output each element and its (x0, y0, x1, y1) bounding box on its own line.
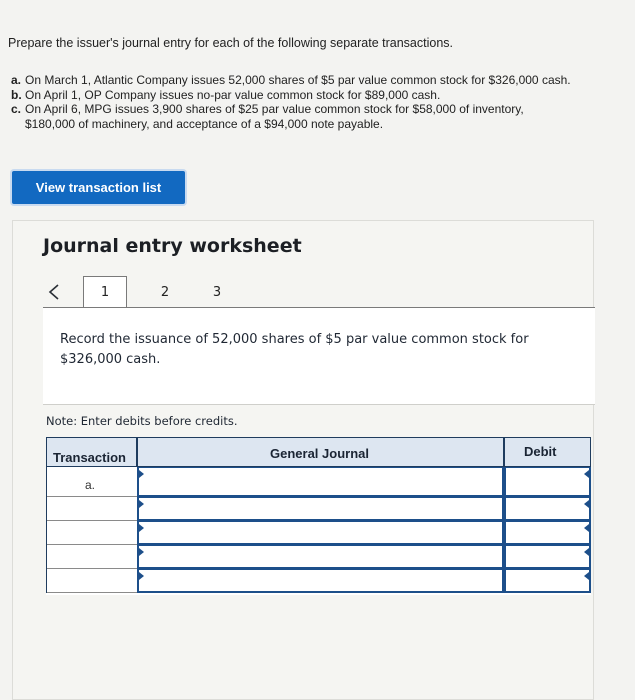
problem-text-continued: $180,000 of machinery, and acceptance of a $94,000 note payable. (25, 116, 384, 131)
input-marker-icon (584, 572, 589, 580)
problem-text: On April 6, MPG issues 3,900 shares of $25 par value common stock for $58,000 of inventory, (25, 102, 524, 116)
general-journal-column (137, 467, 504, 595)
record-instruction: Record the issuance of 52,000 shares of $5 par value common stock for $326,000 cash. (60, 332, 529, 367)
problem-tag: c. (11, 102, 22, 116)
problem-item (11, 102, 611, 117)
tab-panel (43, 307, 595, 405)
input-marker-icon (584, 500, 589, 508)
problem-item (11, 73, 611, 88)
header-general-journal: General Journal (137, 437, 504, 467)
debit-column (504, 467, 591, 595)
transaction-cell (47, 521, 137, 545)
transaction-cell (47, 497, 137, 521)
problem-tag: a. (11, 73, 22, 87)
debit-input[interactable] (504, 569, 591, 593)
debit-input[interactable] (504, 545, 591, 569)
transaction-column (46, 467, 137, 593)
chevron-left-icon[interactable] (47, 283, 67, 303)
instruction-text: Prepare the issuer's journal entry for each of the following separate transactions. (8, 36, 453, 50)
dropdown-marker-icon (139, 470, 144, 478)
debit-input[interactable] (504, 467, 591, 497)
account-select[interactable] (137, 545, 504, 569)
journal-table (46, 437, 591, 595)
problem-text: On April 1, OP Company issues no-par value common stock for $89,000 cash. (25, 87, 441, 102)
dropdown-marker-icon (139, 524, 144, 532)
account-select[interactable] (137, 467, 504, 497)
problem-tag: b. (11, 87, 22, 102)
account-select[interactable] (137, 521, 504, 545)
dropdown-marker-icon (139, 548, 144, 556)
tab-1[interactable]: 1 (83, 276, 127, 308)
input-marker-icon (584, 548, 589, 556)
dropdown-marker-icon (139, 500, 144, 508)
header-transaction: Transaction (46, 437, 137, 467)
dropdown-marker-icon (139, 572, 144, 580)
tab-3[interactable]: 3 (212, 284, 222, 300)
transaction-cell: a. (47, 467, 137, 497)
input-marker-icon (584, 524, 589, 532)
problem-text: On March 1, Atlantic Company issues 52,000 shares of $5 par value common stock for $326,000 cash. (25, 73, 571, 87)
tab-2[interactable]: 2 (160, 284, 170, 300)
account-select[interactable] (137, 497, 504, 521)
account-select[interactable] (137, 569, 504, 593)
input-marker-icon (584, 470, 589, 478)
header-debit: Debit (504, 437, 591, 467)
problem-item (11, 88, 611, 103)
note-text: Note: Enter debits before credits. (46, 414, 238, 428)
transaction-cell (47, 545, 137, 569)
debit-input[interactable] (504, 497, 591, 521)
worksheet-title: Journal entry worksheet (43, 235, 302, 257)
problem-list (11, 73, 611, 131)
transaction-cell (47, 569, 137, 593)
debit-input[interactable] (504, 521, 591, 545)
view-transaction-list-button[interactable]: View transaction list (12, 171, 185, 204)
